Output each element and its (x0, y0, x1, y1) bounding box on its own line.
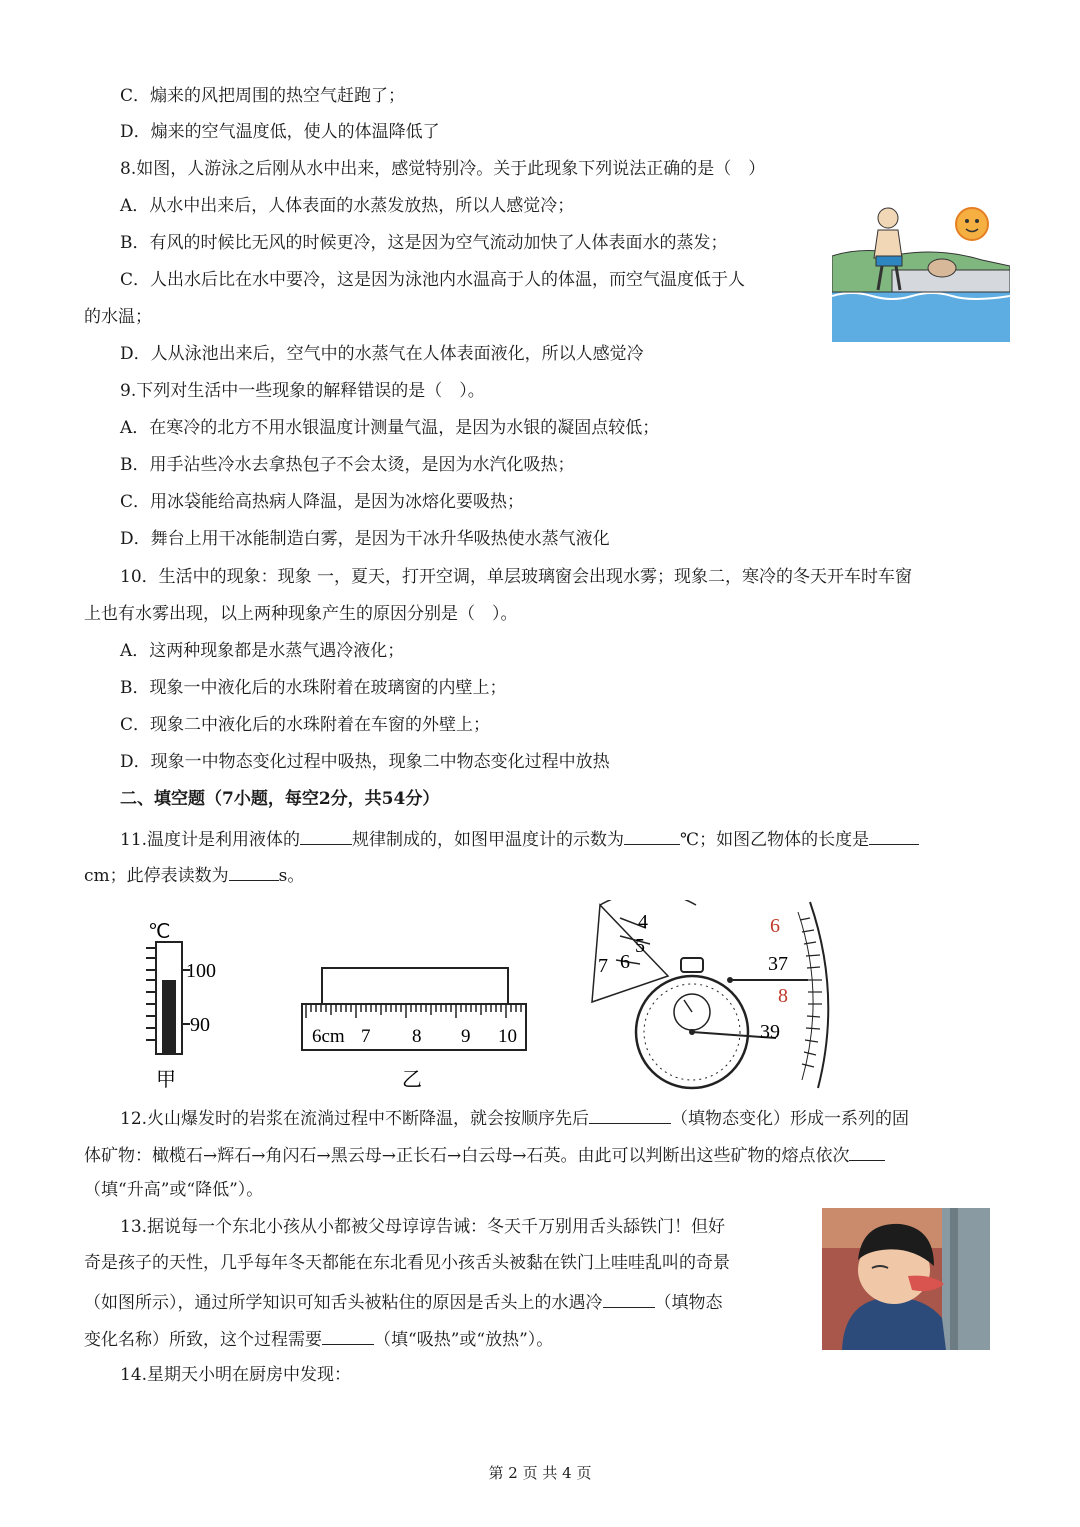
page-footer: 第 2 页 共 4 页 (488, 1464, 592, 1482)
q11-text-4: cm；此停表读数为 (84, 866, 229, 886)
answer-blank[interactable] (603, 1289, 655, 1308)
q8-option-b: B．有风的时候比无风的时候更冷，这是因为空气流动加快了人体表面水的蒸发； (120, 233, 728, 253)
q11-text-2: 规律制成的，如图甲温度计的示数为 (352, 830, 625, 850)
q10-stem-cont: 上也有水雾出现，以上两种现象产生的原因分别是（ ）。 (84, 604, 518, 624)
q8-option-a: A．从水中出来后，人体表面的水蒸发放热，所以人感觉冷； (120, 196, 575, 216)
q7-option-d: D．煽来的空气温度低，使人的体温降低了 (120, 122, 440, 142)
q12-stem-end: （填“升高”或“降低”）。 (84, 1180, 264, 1200)
q9-stem: 9.下列对生活中一些现象的解释错误的是（ ）。 (120, 381, 485, 401)
thermometer-figure (138, 918, 238, 1090)
q10-option-b: B．现象一中液化后的水珠附着在玻璃窗的内壁上； (120, 678, 507, 698)
q12-stem (120, 1105, 909, 1130)
q11-text-1: 11.温度计是利用液体的 (120, 830, 301, 850)
q8-stem: 8.如图，人游泳之后刚从水中出来，感觉特别冷。关于此现象下列说法正确的是（ ） (120, 159, 766, 179)
q12-text-3: 体矿物：橄榄石→辉石→角闪石→黑云母→正长石→白云母→石英。由此可以判断出这些矿物的熔点依次 (84, 1146, 850, 1166)
q13-text-1: （如图所示），通过所学知识可知舌头被粘住的原因是舌头上的水遇冷 (84, 1293, 603, 1313)
inner-dial-tick-5: 5 (635, 935, 645, 957)
outer-scale-tick-37: 37 (768, 953, 788, 975)
q10-option-a: A．这两种现象都是水蒸气遇冷液化； (120, 641, 405, 661)
q13-text-4: （填“吸热”或“放热”）。 (374, 1330, 554, 1350)
ruler-tick-10: 10 (498, 1026, 517, 1047)
section-heading: 二、填空题（7小题，每空2分，共54分） (120, 789, 440, 809)
inner-dial-tick-6: 6 (620, 951, 630, 973)
q9-option-b: B．用手沾些冷水去拿热包子不会太烫，是因为水汽化吸热； (120, 455, 575, 475)
q10-stem: 10．生活中的现象：现象 一，夏天，打开空调，单层玻璃窗会出现水雾；现象二，寒冷的冬天开车时车窗 (120, 567, 913, 587)
answer-blank[interactable] (869, 826, 919, 845)
q9-option-c: C．用冰袋能给高热病人降温，是因为冰熔化要吸热； (120, 492, 525, 512)
ruler-tick-8: 8 (412, 1026, 422, 1047)
q14-stem: 14.星期天小明在厨房中发现： (120, 1365, 352, 1385)
thermometer-caption: 甲 (156, 1069, 176, 1090)
q8-option-c-cont: 的水温； (84, 307, 152, 327)
q13-stem-cont: 奇是孩子的天性，几乎每年冬天都能在东北看见小孩舌头被黏在铁门上哇哇乱叫的奇景 (84, 1253, 730, 1273)
answer-blank[interactable] (322, 1326, 374, 1345)
answer-blank[interactable] (589, 1105, 671, 1124)
inner-dial-tick-7: 7 (598, 955, 608, 977)
q13-stem-end (84, 1326, 553, 1351)
q12-text-2: （填物态变化）形成一系列的固 (671, 1109, 910, 1129)
ruler-tick-6cm: 6cm (312, 1026, 345, 1047)
q13-text-3: 变化名称）所致，这个过程需要 (84, 1330, 322, 1350)
answer-blank[interactable] (849, 1142, 885, 1161)
q10-option-d: D．现象一中物态变化过程中吸热，现象二中物态变化过程中放热 (120, 752, 610, 772)
q13-text-2: （填物态 (654, 1293, 723, 1313)
q11-text-5: s。 (278, 866, 305, 886)
swimmer-illustration (832, 196, 1010, 342)
q9-option-a: A．在寒冷的北方不用水银温度计测量气温，是因为水银的凝固点较低； (120, 418, 660, 438)
inner-dial-tick-4: 4 (638, 911, 648, 933)
thermometer-tick-90: 90 (190, 1014, 210, 1036)
ruler-caption: 乙 (402, 1069, 422, 1091)
ruler-tick-7: 7 (361, 1026, 371, 1047)
q13-stem-cont2 (84, 1289, 723, 1314)
thermometer-unit: ℃ (148, 921, 171, 943)
q13-stem: 13.据说每一个东北小孩从小都被父母谆谆告诫：冬天千万别用舌头舔铁门！但好 (120, 1217, 726, 1237)
answer-blank[interactable] (624, 826, 680, 845)
outer-scale-tick-8: 8 (778, 985, 788, 1007)
thermometer-tick-100: 100 (186, 960, 216, 982)
ruler-figure (298, 960, 532, 1092)
q7-option-c: C．煽来的风把周围的热空气赶跑了； (120, 86, 406, 106)
q12-stem-cont (84, 1142, 885, 1167)
q11-stem-cont (84, 862, 304, 887)
q9-option-d: D．舞台上用干冰能制造白雾，是因为干冰升华吸热使水蒸气液化 (120, 529, 610, 549)
q8-option-c: C．人出水后比在水中要冷，这是因为泳池内水温高于人的体温，而空气温度低于人 (120, 270, 746, 290)
stopwatch-figure (580, 900, 842, 1092)
q11-stem (120, 826, 919, 851)
q11-text-3: ℃；如图乙物体的长度是 (680, 830, 870, 850)
q12-text-1: 12.火山爆发时的岩浆在流淌过程中不断降温，就会按顺序先后 (120, 1109, 590, 1129)
child-photo (822, 1208, 990, 1350)
q10-option-c: C．现象二中液化后的水珠附着在车窗的外壁上； (120, 715, 491, 735)
outer-scale-tick-39: 39 (760, 1021, 780, 1043)
answer-blank[interactable] (229, 862, 279, 881)
q8-option-d: D．人从泳池出来后，空气中的水蒸气在人体表面液化，所以人感觉冷 (120, 344, 644, 364)
outer-scale-tick-6: 6 (770, 915, 780, 937)
answer-blank[interactable] (300, 826, 352, 845)
ruler-tick-9: 9 (461, 1026, 471, 1047)
